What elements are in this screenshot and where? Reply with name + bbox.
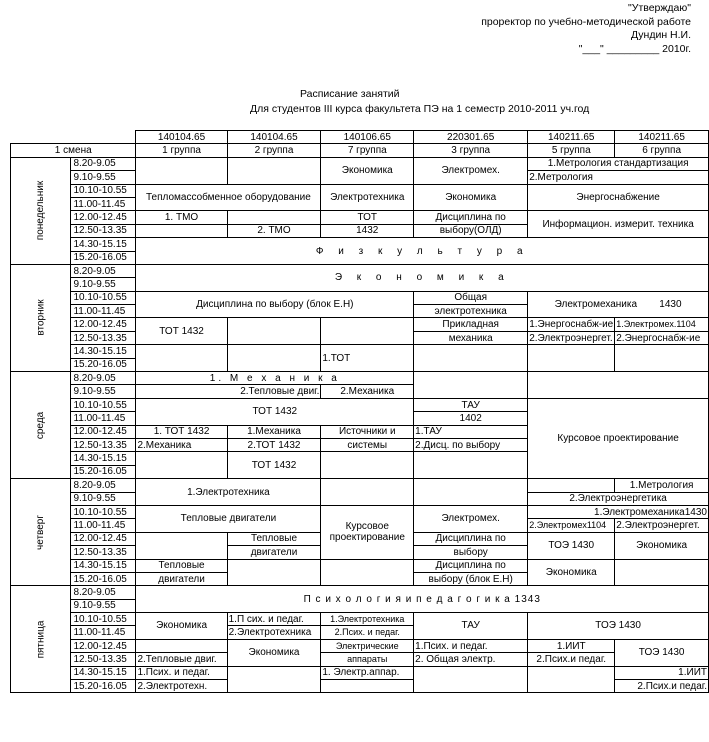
- code-cell: 140106.65: [321, 131, 414, 144]
- schedule-cell: 1.ИИТ: [615, 666, 709, 679]
- day-wednesday: среда: [11, 372, 71, 479]
- time-slot: 12.00-12.45: [71, 532, 136, 545]
- time-slot: 12.50-13.35: [71, 224, 136, 237]
- schedule-cell: ТОТ 1432: [136, 398, 414, 425]
- time-slot: 9.10-9.55: [71, 278, 136, 291]
- day-friday: пятница: [11, 586, 71, 693]
- schedule-cell: 2.Тепловые двиг.: [136, 653, 227, 666]
- day-thursday: четверг: [11, 479, 71, 586]
- schedule-cell: [227, 318, 321, 345]
- schedule-cell: 2.Тепловые двиг.: [136, 385, 321, 398]
- schedule-cell: ТОЭ 1430: [528, 613, 709, 640]
- schedule-cell: ТОТ 1432: [136, 318, 227, 345]
- time-slot: 8.20-9.05: [71, 157, 136, 170]
- schedule-cell: [227, 559, 321, 586]
- approval-line-3: Дундин Н.И.: [630, 29, 691, 41]
- schedule-cell: [321, 318, 414, 345]
- schedule-cell: Курсовое проектирование: [321, 505, 414, 559]
- approval-block: [431, 2, 691, 56]
- group-cell: 6 группа: [615, 144, 709, 157]
- time-slot: 9.10-9.55: [71, 171, 136, 184]
- schedule-cell: [615, 559, 709, 586]
- schedule-cell: 2.Метрология: [528, 171, 709, 184]
- schedule-cell: [528, 345, 615, 372]
- time-slot: 8.20-9.05: [71, 264, 136, 277]
- schedule-cell: [414, 372, 528, 399]
- schedule-cell: аппараты: [321, 653, 414, 666]
- title-line-2: Для студентов III курса факультета ПЭ на 1 семестр 2010-2011 уч.год: [250, 103, 590, 115]
- header-groups-row: [11, 144, 709, 157]
- schedule-cell: 2.Псих.и педаг.: [528, 653, 615, 666]
- time-slot: 11.00-11.45: [71, 197, 136, 210]
- time-slot: 10.10-10.55: [71, 184, 136, 197]
- schedule-cell: 1. ТМО: [136, 211, 227, 224]
- title-line-1: Расписание занятий: [300, 88, 400, 100]
- time-slot: 14.30-15.15: [71, 452, 136, 465]
- time-slot: 15.20-16.05: [71, 680, 136, 693]
- schedule-cell: ТОТ: [321, 211, 414, 224]
- schedule-cell: Э к о н о м и к а: [136, 264, 709, 291]
- schedule-cell: [136, 532, 227, 559]
- schedule-cell: 2.Электроэнергет.: [528, 331, 615, 344]
- schedule-cell: 1.Электромеханика1430: [528, 505, 709, 518]
- schedule-cell: [227, 157, 321, 184]
- time-slot: 10.10-10.55: [71, 398, 136, 411]
- schedule-cell: 2. Общая электр.: [414, 653, 528, 666]
- time-slot: 11.00-11.45: [71, 626, 136, 639]
- schedule-cell: [136, 224, 227, 237]
- schedule-cell: [227, 666, 321, 693]
- time-slot: 8.20-9.05: [71, 586, 136, 599]
- schedule-cell: 1. Электр.аппар.: [321, 666, 414, 679]
- schedule-cell: [528, 666, 615, 693]
- schedule-cell: 1.Псих. и педаг.: [136, 666, 227, 679]
- day-tuesday: вторник: [11, 264, 71, 371]
- time-slot: 12.50-13.35: [71, 546, 136, 559]
- time-slot: 14.30-15.15: [71, 666, 136, 679]
- schedule-cell: 2.Псих.и педаг.: [615, 680, 709, 693]
- schedule-cell: [321, 452, 414, 479]
- schedule-cell: Дисциплина по: [414, 211, 528, 224]
- time-slot: 12.00-12.45: [71, 425, 136, 438]
- schedule-cell: 2. ТМО: [227, 224, 321, 237]
- schedule-cell: [227, 345, 321, 372]
- code-cell: 140211.65: [615, 131, 709, 144]
- schedule-cell: Дисциплина по: [414, 559, 528, 572]
- schedule-cell: [615, 345, 709, 372]
- time-slot: 9.10-9.55: [71, 599, 136, 612]
- schedule-cell: 1.Метрология стандартизация: [528, 157, 709, 170]
- schedule-cell: 1.ИИТ: [528, 639, 615, 652]
- schedule-cell: 2.Электромех1104: [528, 519, 615, 532]
- time-slot: 9.10-9.55: [71, 492, 136, 505]
- schedule-cell: двигатели: [227, 546, 321, 559]
- time-slot: 15.20-16.05: [71, 251, 136, 264]
- schedule-cell: 1.ТАУ: [414, 425, 528, 438]
- time-slot: 11.00-11.45: [71, 412, 136, 425]
- schedule-cell: 2.Электротехн.: [136, 680, 227, 693]
- time-slot: 12.50-13.35: [71, 653, 136, 666]
- schedule-cell: ТОТ 1432: [227, 452, 321, 479]
- time-slot: 12.50-13.35: [71, 331, 136, 344]
- schedule-cell: 1.ТОТ: [321, 345, 414, 372]
- schedule-cell: Электромех.: [414, 157, 528, 184]
- schedule-cell: Тепловые: [136, 559, 227, 572]
- schedule-cell: 1.Электротехника: [321, 613, 414, 626]
- schedule-cell: 2.Электротехника: [227, 626, 321, 639]
- schedule-cell: двигатели: [136, 572, 227, 585]
- schedule-cell: [227, 211, 321, 224]
- schedule-cell: ТАУ: [414, 613, 528, 640]
- schedule-cell: Тепловые двигатели: [136, 505, 321, 532]
- time-slot: 12.50-13.35: [71, 438, 136, 451]
- schedule-cell: Дисциплина по: [414, 532, 528, 545]
- schedule-cell: 1.Электромех.1104: [615, 318, 709, 331]
- schedule-cell: [528, 479, 615, 492]
- schedule-cell: [414, 666, 528, 693]
- time-slot: 15.20-16.05: [71, 358, 136, 371]
- group-cell: 7 группа: [321, 144, 414, 157]
- header-empty: [11, 131, 136, 144]
- schedule-cell: 2.Псих. и педаг.: [321, 626, 414, 639]
- schedule-cell: Курсовое проектирование: [528, 398, 709, 478]
- schedule-cell: Экономика: [227, 639, 321, 666]
- schedule-cell: ТОЭ 1430: [528, 532, 615, 559]
- schedule-cell: [321, 680, 414, 693]
- time-slot: 12.00-12.45: [71, 211, 136, 224]
- schedule-cell: 1. М е х а н и к а: [136, 372, 414, 385]
- schedule-cell: Прикладная: [414, 318, 528, 331]
- schedule-table: [10, 130, 709, 693]
- schedule-cell: ТОЭ 1430: [615, 639, 709, 666]
- shift-label: 1 смена: [11, 144, 136, 157]
- schedule-cell: 1.Электротехника: [136, 479, 321, 506]
- time-slot: 14.30-15.15: [71, 238, 136, 251]
- schedule-cell: Электрические: [321, 639, 414, 652]
- schedule-cell: [136, 157, 227, 184]
- time-slot: 11.00-11.45: [71, 519, 136, 532]
- schedule-cell: Электромеханика 1430: [528, 291, 709, 318]
- schedule-cell: Экономика: [136, 613, 227, 640]
- time-slot: 12.00-12.45: [71, 639, 136, 652]
- schedule-cell: [136, 639, 227, 652]
- time-slot: 10.10-10.55: [71, 505, 136, 518]
- time-slot: 15.20-16.05: [71, 465, 136, 478]
- code-cell: 140104.65: [136, 131, 227, 144]
- schedule-cell: 1.Метрология: [615, 479, 709, 492]
- time-slot: 15.20-16.05: [71, 572, 136, 585]
- approval-line-1: "Утверждаю": [628, 2, 691, 14]
- schedule-cell: ТАУ: [414, 398, 528, 411]
- schedule-cell: механика: [414, 331, 528, 344]
- schedule-cell: П с и х о л о г и я и п е д а г о г и к а 1343: [136, 586, 709, 613]
- schedule-cell: 2.Механика: [136, 438, 227, 451]
- schedule-cell: 2.Электроэнергетика: [528, 492, 709, 505]
- schedule-cell: 1. ТОТ 1432: [136, 425, 227, 438]
- schedule-cell: 2.Механика: [321, 385, 414, 398]
- schedule-cell: Экономика: [528, 559, 615, 586]
- group-cell: 1 группа: [136, 144, 227, 157]
- schedule-cell: 2.Энергоснабж-ие: [615, 331, 709, 344]
- code-cell: 140211.65: [528, 131, 615, 144]
- schedule-cell: 2.Электроэнергет.: [615, 519, 709, 532]
- approval-line-2: проректор по учебно-методической работе: [481, 15, 691, 28]
- code-cell: 220301.65: [414, 131, 528, 144]
- time-slot: 14.30-15.15: [71, 559, 136, 572]
- schedule-cell: [321, 559, 414, 586]
- schedule-cell: Электромех.: [414, 505, 528, 532]
- schedule-cell: 2.Дисц. по выбору: [414, 438, 528, 451]
- schedule-cell: Экономика: [321, 157, 414, 184]
- schedule-cell: выбору (блок Е.Н): [414, 572, 528, 585]
- schedule-cell: Экономика: [414, 184, 528, 211]
- schedule-cell: 1.П сих. и педаг.: [227, 613, 321, 626]
- time-slot: 10.10-10.55: [71, 291, 136, 304]
- time-slot: 8.20-9.05: [71, 479, 136, 492]
- schedule-cell: Общая: [414, 291, 528, 304]
- group-cell: 2 группа: [227, 144, 321, 157]
- schedule-cell: [321, 479, 414, 506]
- schedule-cell: Экономика: [615, 532, 709, 559]
- schedule-cell: 1.Псих. и педаг.: [414, 639, 528, 652]
- schedule-cell: [414, 345, 528, 372]
- schedule-cell: электротехника: [414, 305, 528, 318]
- schedule-cell: системы: [321, 438, 414, 451]
- time-slot: 10.10-10.55: [71, 613, 136, 626]
- group-cell: 5 группа: [528, 144, 615, 157]
- schedule-cell: выбору(ОЛД): [414, 224, 528, 237]
- time-slot: 12.00-12.45: [71, 318, 136, 331]
- schedule-cell: выбору: [414, 546, 528, 559]
- schedule-cell: [136, 345, 227, 372]
- schedule-cell: Информацион. измерит. техника: [528, 211, 709, 238]
- day-monday: понедельник: [11, 157, 71, 264]
- time-slot: 14.30-15.15: [71, 345, 136, 358]
- schedule-cell: Источники и: [321, 425, 414, 438]
- schedule-cell: [414, 479, 528, 506]
- schedule-cell: Энергоснабжение: [528, 184, 709, 211]
- schedule-cell: 1432: [321, 224, 414, 237]
- schedule-cell: Электротехника: [321, 184, 414, 211]
- header-codes-row: [11, 131, 709, 144]
- schedule-cell: 1.Механика: [227, 425, 321, 438]
- schedule-cell: 2.ТОТ 1432: [227, 438, 321, 451]
- time-slot: 11.00-11.45: [71, 305, 136, 318]
- code-cell: 140104.65: [227, 131, 321, 144]
- time-slot: 8.20-9.05: [71, 372, 136, 385]
- time-slot: 9.10-9.55: [71, 385, 136, 398]
- group-cell: 3 группа: [414, 144, 528, 157]
- schedule-cell: [414, 452, 528, 479]
- schedule-cell: [136, 452, 227, 479]
- schedule-cell: Тепловые: [227, 532, 321, 545]
- approval-line-4: "___" _________ 2010г.: [578, 42, 691, 55]
- schedule-cell: Дисциплина по выбору (блок Е.Н): [136, 291, 414, 318]
- schedule-cell: 1402: [414, 412, 528, 425]
- schedule-cell: Ф и з к у л ь т у р а: [136, 238, 709, 265]
- schedule-cell: Тепломассобменное оборудование: [136, 184, 321, 211]
- schedule-cell: [528, 372, 709, 399]
- schedule-cell: 1.Энергоснабж-ие: [529, 319, 614, 331]
